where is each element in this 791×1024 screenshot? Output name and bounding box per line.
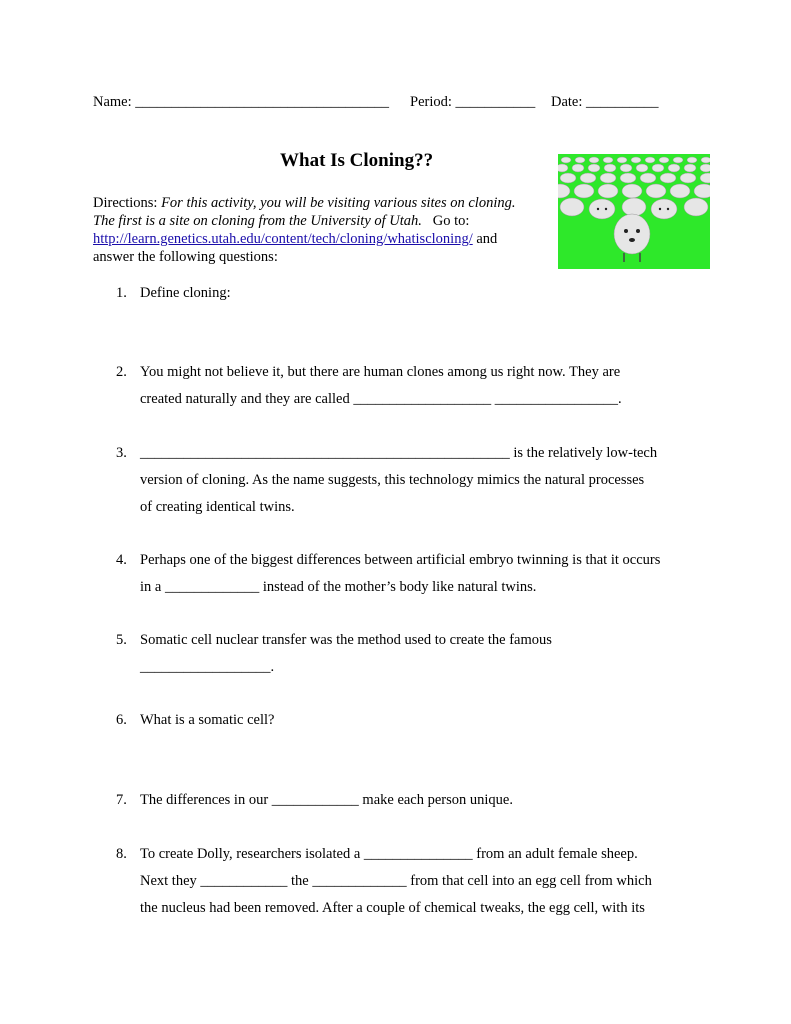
question-6-line-1: What is a somatic cell? bbox=[140, 712, 275, 728]
question-2-line-2: created naturally and they are called ___________________ _________________. bbox=[140, 391, 622, 407]
directions-label: Directions: bbox=[93, 195, 162, 211]
directions-line-1 bbox=[93, 195, 515, 212]
question-5-number: 5. bbox=[116, 632, 127, 648]
name-field-label: Name: ___________________________________ bbox=[93, 94, 390, 110]
question-2-line-1: You might not believe it, but there are human clones among us right now. They are bbox=[140, 364, 621, 380]
question-8-line-2: Next they ____________ the _____________ from that cell into an egg cell from which bbox=[140, 873, 652, 889]
date-field-label: Date: __________ bbox=[551, 94, 659, 110]
directions-italic-2: The first is a site on cloning from the University of Utah. bbox=[93, 213, 422, 229]
period-field-label: Period: ___________ bbox=[410, 94, 536, 110]
page-title: What Is Cloning?? bbox=[280, 150, 434, 171]
directions-line-4: answer the following questions: bbox=[93, 249, 278, 265]
question-4-line-1: Perhaps one of the biggest differences between artificial embryo twinning is that it occurs bbox=[140, 552, 661, 568]
directions-italic-1: For this activity, you will be visiting various sites on cloning. bbox=[161, 195, 516, 211]
question-6-number: 6. bbox=[116, 712, 127, 728]
question-4-number: 4. bbox=[116, 552, 127, 568]
question-3-line-3: of creating identical twins. bbox=[140, 499, 295, 515]
cloning-site-link[interactable]: http://learn.genetics.utah.edu/content/tech/cloning/whatiscloning/ bbox=[93, 231, 473, 247]
directions-line-2 bbox=[93, 213, 469, 230]
question-8-line-1: To create Dolly, researchers isolated a _______________ from an adult female sheep. bbox=[140, 846, 638, 862]
question-8-number: 8. bbox=[116, 846, 127, 862]
directions-line-3 bbox=[93, 231, 497, 248]
question-5-line-2: __________________. bbox=[140, 659, 275, 675]
question-7-number: 7. bbox=[116, 792, 127, 808]
directions-goto: Go to: bbox=[432, 213, 470, 229]
question-3-number: 3. bbox=[116, 445, 127, 461]
question-1-number: 1. bbox=[116, 285, 127, 301]
question-7-line-1: The differences in our ____________ make each person unique. bbox=[140, 792, 513, 808]
question-2-number: 2. bbox=[116, 364, 127, 380]
question-3-line-1: ___________________________________________________ is the relatively low-tech bbox=[140, 445, 658, 461]
sheep-illustration bbox=[558, 154, 710, 269]
question-5-line-1: Somatic cell nuclear transfer was the method used to create the famous bbox=[140, 632, 552, 648]
directions-after-url: and bbox=[472, 231, 498, 247]
cloned-sheep-image bbox=[558, 154, 710, 269]
question-4-line-2: in a _____________ instead of the mother’s body like natural twins. bbox=[140, 579, 537, 595]
question-3-line-2: version of cloning. As the name suggests, this technology mimics the natural processes bbox=[140, 472, 645, 488]
question-8-line-3: the nucleus had been removed. After a couple of chemical tweaks, the egg cell, with its bbox=[140, 900, 645, 916]
question-1-line-1: Define cloning: bbox=[140, 285, 231, 301]
